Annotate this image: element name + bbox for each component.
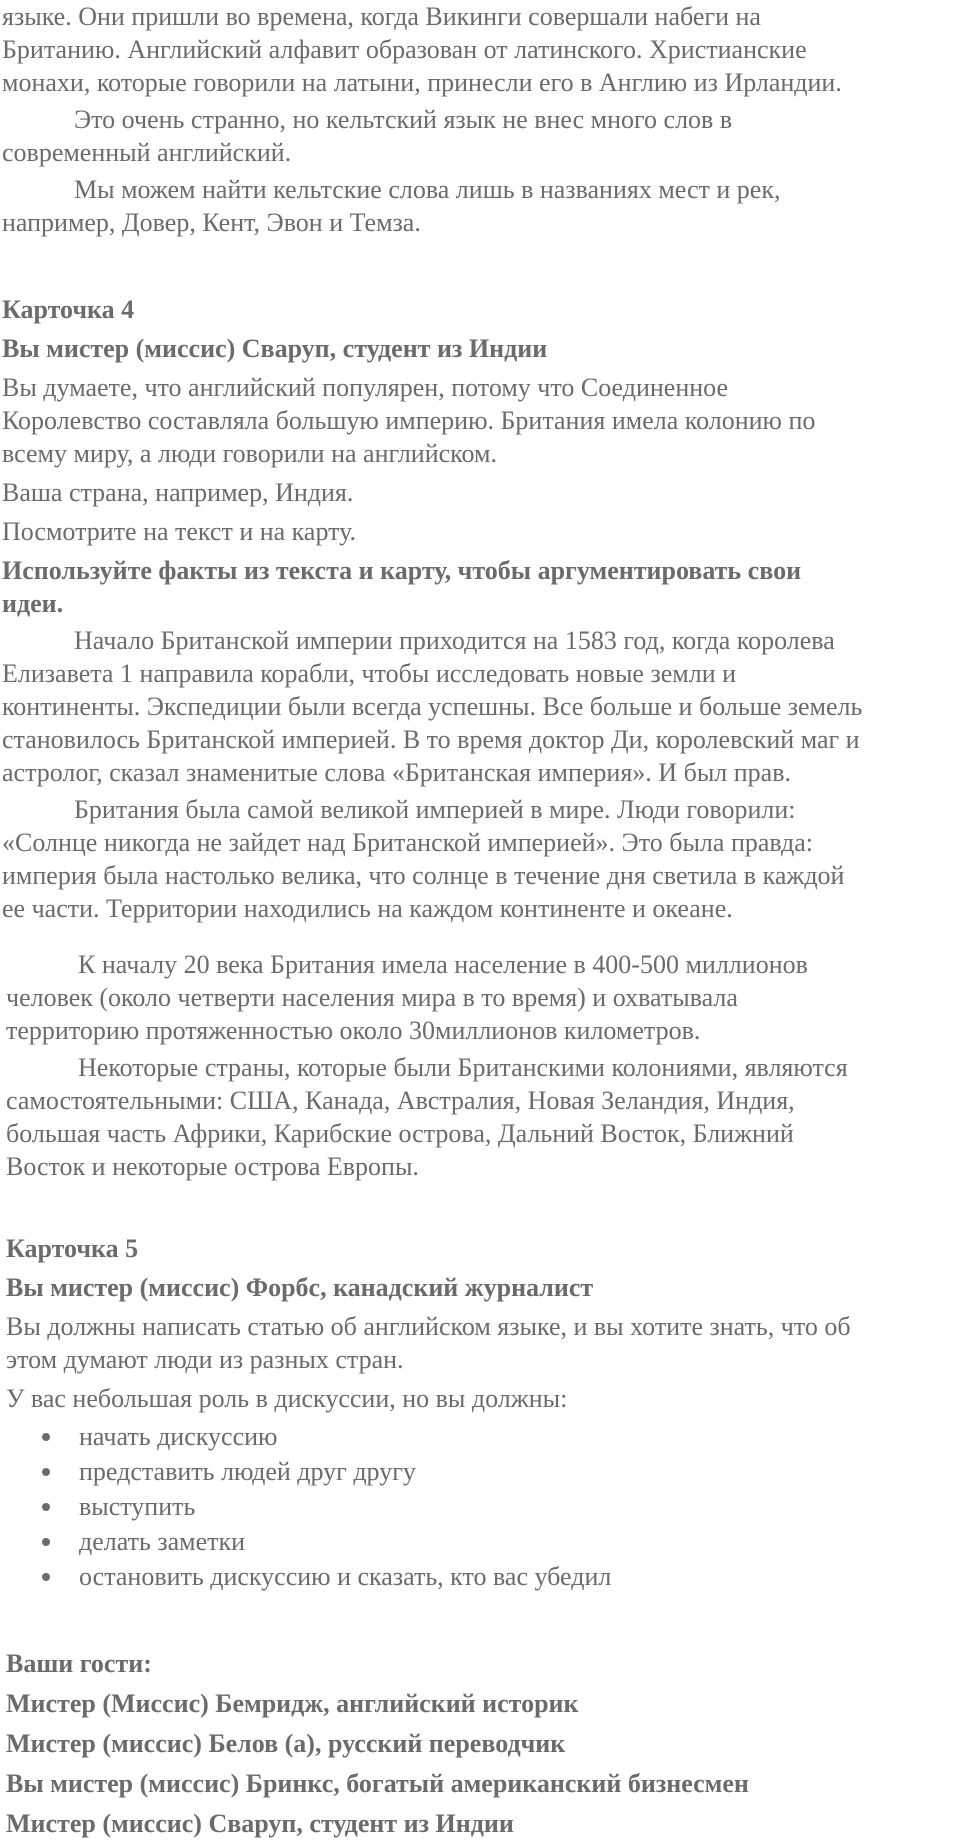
list-item-text: представить людей друг другу [79,1457,416,1486]
intro-section [2,0,957,239]
text-line: «Солнце никогда не зайдет над Британской империей». Это была правда: [2,828,814,857]
list-item [6,1454,956,1489]
guest-item: Вы мистер (миссис) Бринкс, богатый американский бизнесмен [6,1769,749,1798]
text-line: империя была настолько велика, что солнце в течение дня светила в каждой [2,861,845,890]
bullet-icon [42,1433,50,1441]
text-line: становилось Британской империей. В то время доктор Ди, королевский маг и [2,725,860,754]
guests-section [6,1644,956,1844]
card-4-role: Вы мистер (миссис) Сваруп, студент из Индии [2,334,548,363]
card-5-role: Вы мистер (миссис) Форбс, канадский журналист [6,1273,594,1302]
guest-item: Мистер (миссис) Сваруп, студент из Индии [6,1809,514,1838]
text-line: ее части. Территории находились на каждом континенте и океане. [2,894,733,923]
guests-title: Ваши гости: [6,1649,152,1678]
text-line: монахи, которые говорили на латыни, принесли его в Англию из Ирландии. [2,68,842,97]
text-line: Британия была самой великой империей в мире. Люди говорили: [74,795,796,824]
text-line: территорию протяженностью около 30миллионов километров. [6,1016,701,1045]
text-line: Используйте факты из текста и карту, чтобы аргументировать свои [2,556,802,585]
card-4-instruction [2,554,957,620]
duties-list [6,1419,956,1594]
text-line: например, Довер, Кент, Эвон и Темза. [2,208,421,237]
text-line: континенты. Экспедиции были всегда успешны. Все больше и больше земель [2,692,863,721]
text-line: большая часть Африки, Карибские острова, Дальний Восток, Ближний [6,1119,794,1148]
empire-paragraph-2 [2,793,957,925]
text-line: Елизавета 1 направила корабли, чтобы исследовать новые земли и [2,659,737,688]
text-line: Вы думаете, что английский популярен, потому что Соединенное [2,373,729,402]
bullet-icon [42,1538,50,1546]
list-item [6,1489,956,1524]
card-5-text [6,1310,956,1376]
text-line: всему миру, а люди говорили на английском. [2,439,497,468]
card-4-country: Ваша страна, например, Индия. [2,478,354,507]
text-line: самостоятельными: США, Канада, Австралия, Новая Зеландия, Индия, [6,1086,795,1115]
empire-paragraph-3 [6,948,956,1047]
text-line: Мы можем найти кельтские слова лишь в названиях мест и рек, [74,175,781,204]
card-4-look: Посмотрите на текст и на карту. [2,517,357,546]
card-4-section [2,293,957,925]
text-line: современный английский. [2,138,292,167]
card-5-section [6,1232,956,1594]
text-line: этом думают люди из разных стран. [6,1345,404,1374]
text-line: языке. Они пришли во времена, когда Викинги совершали набеги на [2,2,761,31]
text-line: Вы должны написать статью об английском языке, и вы хотите знать, что об [6,1312,851,1341]
card-4-text [2,371,957,470]
card-5-title: Карточка 5 [6,1234,139,1263]
list-item-text: начать дискуссию [79,1422,278,1451]
text-line: идеи. [2,589,64,618]
guest-item: Мистер (Миссис) Бемридж, английский историк [6,1689,579,1718]
text-line: Королевство составляла большую империю. Британия имела колонию по [2,406,816,435]
text-line: Некоторые страны, которые были Британскими колониями, являются [78,1053,848,1082]
text-line: К началу 20 века Британия имела население в 400-500 миллионов [78,950,808,979]
text-line: Восток и некоторые острова Европы. [6,1152,419,1181]
card-4-continued [6,948,956,1183]
empire-paragraph-4 [6,1051,956,1183]
card-5-duties-intro: У вас небольшая роль в дискуссии, но вы должны: [6,1384,568,1413]
bullet-icon [42,1573,50,1581]
bullet-icon [42,1503,50,1511]
text-line: человек (около четверти населения мира в то время) и охватывала [6,983,738,1012]
celtic-paragraph [2,103,957,169]
places-paragraph [2,173,957,239]
text-line: астролог, сказал знаменитые слова «Британская империя». И был прав. [2,758,791,787]
text-line: Начало Британской империи приходится на 1583 год, когда королева [74,626,835,655]
text-line: Это очень странно, но кельтский язык не внес много слов в [74,105,733,134]
list-item-text: делать заметки [79,1527,246,1556]
empire-paragraph-1 [2,624,957,789]
bullet-icon [42,1468,50,1476]
intro-paragraph [2,0,957,99]
list-item [6,1559,956,1594]
list-item-text: выступить [79,1492,196,1521]
card-4-title: Карточка 4 [2,295,135,324]
list-item-text: остановить дискуссию и сказать, кто вас убедил [79,1562,612,1591]
guest-item: Мистер (миссис) Белов (а), русский переводчик [6,1729,566,1758]
list-item [6,1419,956,1454]
list-item [6,1524,956,1559]
text-line: Британию. Английский алфавит образован от латинского. Христианские [2,35,807,64]
